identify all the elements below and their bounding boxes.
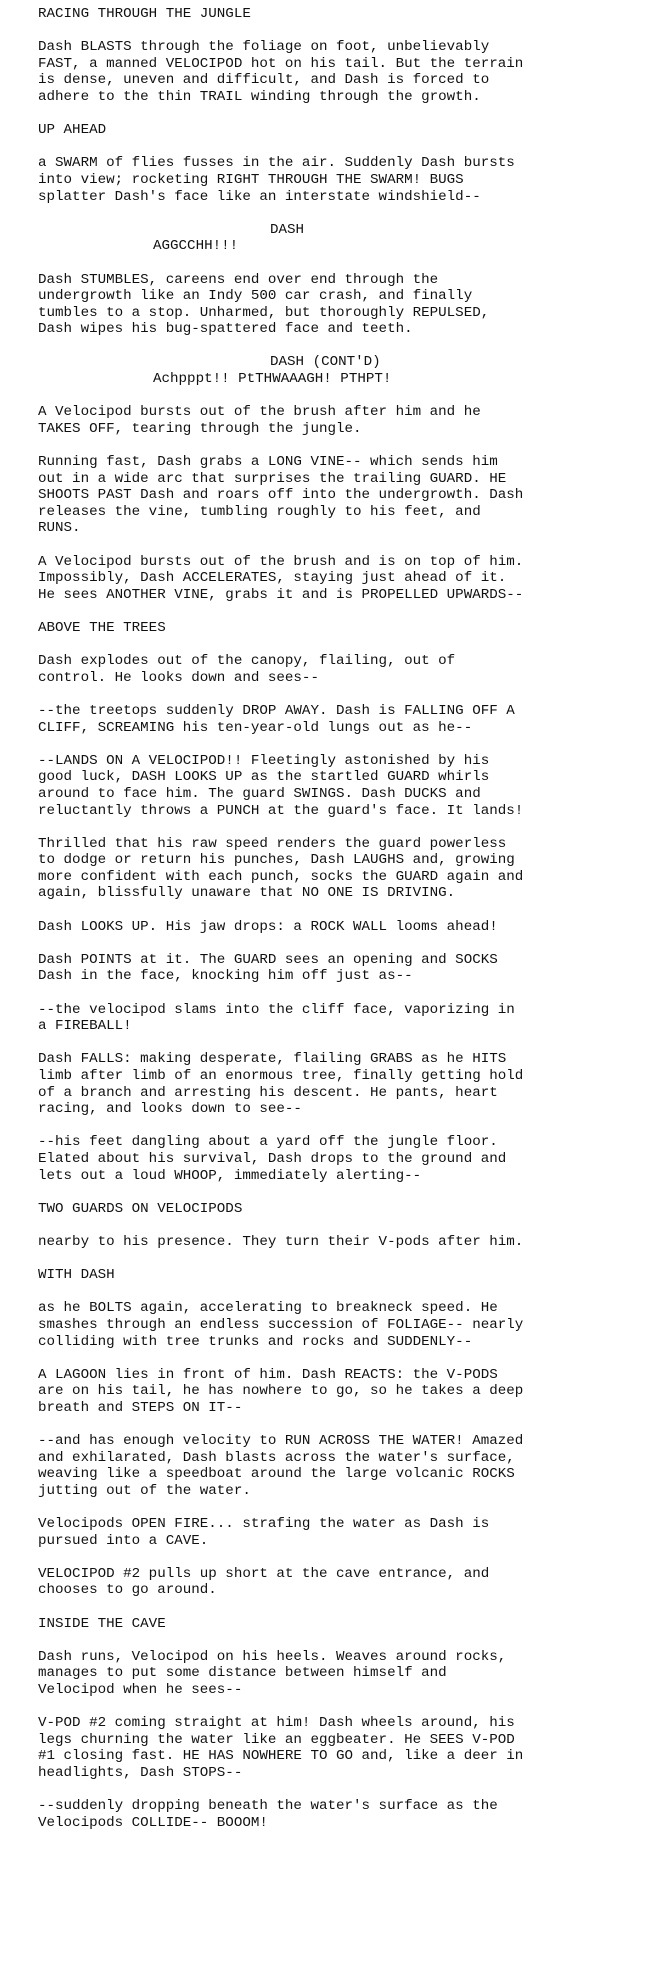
script-line: TWO GUARDS ON VELOCIPODS <box>38 1200 243 1217</box>
scene-heading <box>38 1267 666 1284</box>
script-line: FAST, a manned VELOCIPOD hot on his tail. But the terrain <box>38 55 524 72</box>
script-line: Dash POINTS at it. The GUARD sees an opening and SOCKS <box>38 951 498 968</box>
script-line: --the velocipod slams into the cliff face, vaporizing in <box>38 1001 515 1018</box>
script-line: A LAGOON lies in front of him. Dash REACTS: the V-PODS <box>38 1366 498 1383</box>
action-paragraph <box>38 1300 666 1350</box>
script-line: out in a wide arc that surprises the trailing GUARD. HE <box>38 470 507 487</box>
script-line: chooses to go around. <box>38 1582 217 1599</box>
script-line: reluctantly throws a PUNCH at the guard's face. It lands! <box>38 802 524 819</box>
script-line: to dodge or return his punches, Dash LAUGHS and, growing <box>38 852 515 869</box>
action-paragraph <box>38 39 666 105</box>
action-paragraph <box>38 1051 666 1117</box>
script-line: Thrilled that his raw speed renders the guard powerless <box>38 835 507 852</box>
script-line: smashes through an endless succession of FOLIAGE-- nearly <box>38 1316 524 1333</box>
action-paragraph <box>38 753 666 819</box>
script-line: VELOCIPOD #2 pulls up short at the cave entrance, and <box>38 1565 490 1582</box>
script-line: legs churning the water like an eggbeater. He SEES V-POD <box>38 1731 515 1748</box>
script-line: --the treetops suddenly DROP AWAY. Dash is FALLING OFF A <box>38 702 515 719</box>
script-line: Achpppt!! PtTHWAAAGH! PTHPT! <box>153 371 392 388</box>
script-line: RUNS. <box>38 520 81 537</box>
script-line: colliding with tree trunks and rocks and SUDDENLY-- <box>38 1333 473 1350</box>
script-line: CLIFF, SCREAMING his ten-year-old lungs out as he-- <box>38 719 473 736</box>
action-paragraph <box>38 454 666 537</box>
script-line: A Velocipod bursts out of the brush after him and he <box>38 404 481 421</box>
script-line: Impossibly, Dash ACCELERATES, staying just ahead of it. <box>38 570 507 587</box>
script-line: Dash in the face, knocking him off just as-- <box>38 968 413 985</box>
script-line: DASH (CONT'D) <box>270 354 381 371</box>
action-paragraph <box>38 1715 666 1781</box>
script-line: tumbles to a stop. Unharmed, but thoroughly REPULSED, <box>38 304 490 321</box>
script-line: of a branch and arresting his descent. He pants, heart <box>38 1084 498 1101</box>
script-line: INSIDE THE CAVE <box>38 1615 166 1632</box>
script-line: around to face him. The guard SWINGS. Dash DUCKS and <box>38 785 481 802</box>
action-paragraph <box>38 155 666 205</box>
script-line: into view; rocketing RIGHT THROUGH THE SWARM! BUGS <box>38 171 464 188</box>
script-line: --suddenly dropping beneath the water's surface as the <box>38 1798 498 1815</box>
script-line: splatter Dash's face like an interstate windshield-- <box>38 188 481 205</box>
script-line: nearby to his presence. They turn their V-pods after him. <box>38 1233 524 1250</box>
action-paragraph <box>38 1002 666 1035</box>
script-line: --and has enough velocity to RUN ACROSS THE WATER! Amazed <box>38 1433 524 1450</box>
character-name <box>38 354 666 371</box>
script-line: Dash BLASTS through the foliage on foot, unbelievably <box>38 39 490 56</box>
script-line: and exhilarated, Dash blasts across the water's surface, <box>38 1449 515 1466</box>
action-paragraph <box>38 554 666 604</box>
script-line: Running fast, Dash grabs a LONG VINE-- which sends him <box>38 454 498 471</box>
action-paragraph <box>38 1367 666 1417</box>
script-line: DASH <box>270 221 305 238</box>
scene-heading <box>38 1201 666 1218</box>
script-line: releases the vine, tumbling roughly to his feet, and <box>38 503 481 520</box>
script-line: Velocipods COLLIDE-- BOOOM! <box>38 1814 268 1831</box>
script-line: TAKES OFF, tearing through the jungle. <box>38 420 362 437</box>
script-line: limb after limb of an enormous tree, finally getting hold <box>38 1068 524 1084</box>
script-line: control. He looks down and sees-- <box>38 669 319 686</box>
script-line: UP AHEAD <box>38 122 107 139</box>
action-paragraph <box>38 703 666 736</box>
action-paragraph <box>38 404 666 437</box>
script-line: Dash runs, Velocipod on his heels. Weaves around rocks, <box>38 1648 507 1665</box>
action-paragraph <box>38 952 666 985</box>
action-paragraph <box>38 836 666 902</box>
script-line: good luck, DASH LOOKS UP as the startled GUARD whirls <box>38 769 490 786</box>
scene-heading <box>38 6 666 23</box>
script-line: AGGCCHH!!! <box>153 238 239 255</box>
script-line: SHOOTS PAST Dash and roars off into the undergrowth. Dash <box>38 487 524 504</box>
script-line: --his feet dangling about a yard off the jungle floor. <box>38 1134 498 1151</box>
script-line: weaving like a speedboat around the large volcanic ROCKS <box>38 1466 515 1483</box>
script-line: undergrowth like an Indy 500 car crash, and finally <box>38 288 473 305</box>
script-line: jutting out of the water. <box>38 1482 251 1499</box>
script-line: ABOVE THE TREES <box>38 619 166 636</box>
scene-heading <box>38 1616 666 1633</box>
script-line: RACING THROUGH THE JUNGLE <box>38 6 251 22</box>
dialogue-line <box>38 371 666 388</box>
action-paragraph <box>38 1566 666 1599</box>
script-line: breath and STEPS ON IT-- <box>38 1399 243 1416</box>
scene-heading <box>38 122 666 139</box>
dialogue-line <box>38 238 666 255</box>
action-paragraph <box>38 272 666 338</box>
action-paragraph <box>38 1798 666 1831</box>
script-line: pursued into a CAVE. <box>38 1532 209 1549</box>
scene-heading <box>38 620 666 637</box>
action-paragraph <box>38 653 666 686</box>
script-line: are on his tail, he has nowhere to go, so he takes a deep <box>38 1383 524 1400</box>
script-line: is dense, uneven and difficult, and Dash is forced to <box>38 72 490 89</box>
script-line: a FIREBALL! <box>38 1018 132 1035</box>
script-line: Dash FALLS: making desperate, flailing GRABS as he HITS <box>38 1051 507 1068</box>
script-line: Dash explodes out of the canopy, flailing, out of <box>38 653 456 670</box>
script-line: A Velocipod bursts out of the brush and is on top of him. <box>38 553 524 570</box>
script-line: Velocipods OPEN FIRE... strafing the water as Dash is <box>38 1516 490 1533</box>
script-line: manages to put some distance between himself and <box>38 1665 447 1682</box>
action-paragraph <box>38 919 666 936</box>
script-line: Dash wipes his bug-spattered face and teeth. <box>38 321 413 338</box>
script-line: --LANDS ON A VELOCIPOD!! Fleetingly astonished by his <box>38 752 490 769</box>
character-name <box>38 222 666 239</box>
script-line: racing, and looks down to see-- <box>38 1101 302 1118</box>
script-line: He sees ANOTHER VINE, grabs it and is PROPELLED UPWARDS-- <box>38 586 524 603</box>
action-paragraph <box>38 1134 666 1184</box>
script-line: Velocipod when he sees-- <box>38 1681 243 1698</box>
script-line: Elated about his survival, Dash drops to the ground and <box>38 1150 507 1167</box>
script-line: Dash STUMBLES, careens end over end through the <box>38 271 439 288</box>
script-line: lets out a loud WHOOP, immediately alerting-- <box>38 1167 422 1184</box>
script-line: as he BOLTS again, accelerating to breakneck speed. He <box>38 1300 498 1317</box>
script-line: a SWARM of flies fusses in the air. Suddenly Dash bursts <box>38 155 515 172</box>
script-line: more confident with each punch, socks the GUARD again and <box>38 868 524 885</box>
script-line: V-POD #2 coming straight at him! Dash wheels around, his <box>38 1715 515 1732</box>
script-line: headlights, Dash STOPS-- <box>38 1764 243 1781</box>
script-line: adhere to the thin TRAIL winding through the growth. <box>38 88 481 105</box>
script-line: #1 closing fast. HE HAS NOWHERE TO GO and, like a deer in <box>38 1748 524 1765</box>
action-paragraph <box>38 1516 666 1549</box>
script-line: again, blissfully unaware that NO ONE IS DRIVING. <box>38 885 456 902</box>
script-line: WITH DASH <box>38 1267 115 1284</box>
action-paragraph <box>38 1433 666 1499</box>
action-paragraph <box>38 1234 666 1251</box>
action-paragraph <box>38 1649 666 1699</box>
script-line: Dash LOOKS UP. His jaw drops: a ROCK WALL looms ahead! <box>38 918 498 935</box>
